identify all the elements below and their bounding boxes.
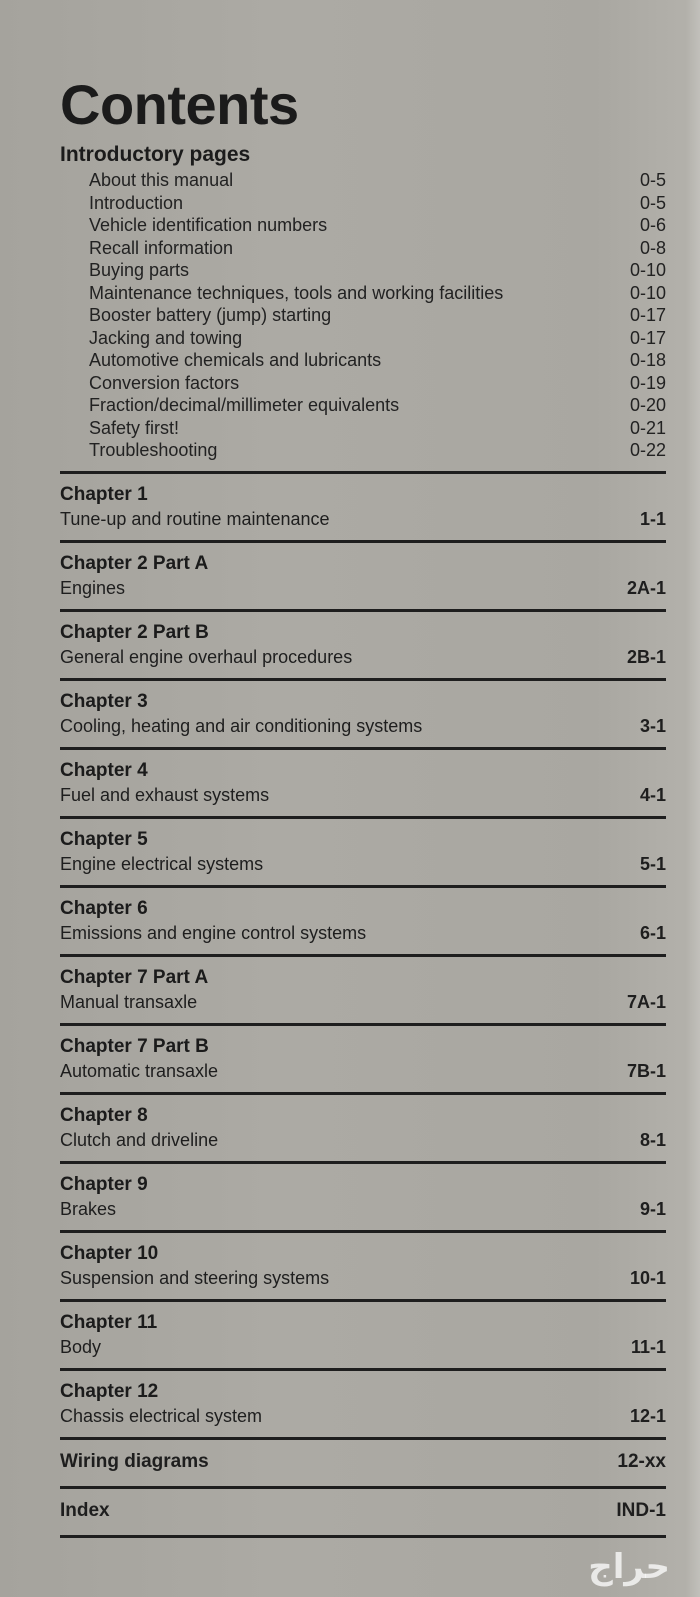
chapter-row xyxy=(60,1405,666,1427)
chapter-row xyxy=(60,1267,666,1289)
chapter-page: 11-1 xyxy=(630,1336,666,1357)
chapter-row xyxy=(60,646,666,668)
intro-item-page: 0-21 xyxy=(629,417,666,438)
entry-label: Wiring diagrams xyxy=(60,1450,209,1472)
chapter-title: Chapter 2 Part B xyxy=(60,621,209,643)
chapter-title: Chapter 7 Part B xyxy=(60,1035,209,1057)
chapter-entry[interactable] xyxy=(60,681,666,747)
chapter-subject: Tune-up and routine maintenance xyxy=(60,508,330,529)
chapter-page: 1-1 xyxy=(639,508,666,529)
chapter-subject: Clutch and driveline xyxy=(60,1129,219,1150)
chapter-entry[interactable] xyxy=(60,1164,666,1230)
entry-page: 12-xx xyxy=(617,1450,666,1472)
chapter-title: Chapter 8 xyxy=(60,1104,148,1126)
intro-item-label: Recall information xyxy=(89,237,234,258)
intro-item-label: Vehicle identification numbers xyxy=(89,215,328,235)
chapter-entry[interactable] xyxy=(60,1302,666,1368)
chapter-entry[interactable] xyxy=(60,474,666,540)
chapter-page: 9-1 xyxy=(639,1198,666,1219)
intro-item-label: Automotive chemicals and lubricants xyxy=(89,350,382,370)
chapter-title: Chapter 12 xyxy=(60,1380,159,1402)
chapter-page: 10-1 xyxy=(629,1267,666,1288)
chapter-subject: Chassis electrical system xyxy=(60,1405,263,1426)
intro-item-label: Jacking and towing xyxy=(89,327,243,348)
chapter-row xyxy=(60,853,666,875)
intro-item-page: 0-5 xyxy=(639,192,666,213)
chapter-row xyxy=(60,1336,666,1358)
chapter-subject: Cooling, heating and air conditioning systems xyxy=(60,715,423,736)
chapter-subject: Brakes xyxy=(60,1198,117,1219)
intro-item[interactable] xyxy=(89,282,666,305)
chapter-entry[interactable] xyxy=(60,1095,666,1161)
chapter-page: 7B-1 xyxy=(626,1060,666,1081)
chapter-page: 12-1 xyxy=(629,1405,666,1426)
intro-item[interactable] xyxy=(89,259,666,282)
chapter-entry[interactable] xyxy=(60,612,666,678)
chapter-row xyxy=(60,1060,666,1082)
chapter-page: 4-1 xyxy=(639,784,666,805)
chapter-subject: Emissions and engine control systems xyxy=(60,922,367,943)
chapter-title: Chapter 3 xyxy=(60,690,148,712)
chapter-entry[interactable] xyxy=(60,957,666,1023)
chapter-row xyxy=(60,1198,666,1220)
intro-item-label: Safety first! xyxy=(89,417,180,438)
chapter-subject: Suspension and steering systems xyxy=(60,1267,330,1288)
intro-item[interactable] xyxy=(89,394,666,417)
intro-item-label: Conversion factors xyxy=(89,372,240,393)
chapter-subject: Automatic transaxle xyxy=(60,1060,219,1081)
intro-item[interactable] xyxy=(89,214,666,237)
chapter-row xyxy=(60,715,666,737)
intro-item[interactable] xyxy=(89,372,666,395)
chapter-page: 2B-1 xyxy=(626,646,666,667)
chapter-entry[interactable] xyxy=(60,819,666,885)
entry-row xyxy=(60,1450,666,1473)
intro-item[interactable] xyxy=(89,169,666,192)
intro-item-page: 0-18 xyxy=(629,350,666,370)
intro-item-page: 0-5 xyxy=(639,170,666,190)
intro-item-page: 0-20 xyxy=(629,395,666,415)
intro-item-label: Introduction xyxy=(89,192,184,213)
chapter-row xyxy=(60,577,666,599)
intro-item-page: 0-19 xyxy=(629,372,666,393)
entry-row xyxy=(60,1499,666,1522)
chapter-row xyxy=(60,508,666,530)
intro-item[interactable] xyxy=(89,327,666,350)
chapter-entry[interactable] xyxy=(60,1026,666,1092)
chapter-title: Chapter 11 xyxy=(60,1311,158,1333)
chapter-subject: General engine overhaul procedures xyxy=(60,646,353,667)
intro-item-label: Maintenance techniques, tools and working facilities xyxy=(89,282,504,303)
entry-label: Index xyxy=(60,1499,110,1521)
chapter-title: Chapter 7 Part A xyxy=(60,966,209,988)
chapter-row xyxy=(60,922,666,944)
chapter-title: Chapter 2 Part A xyxy=(60,552,209,574)
chapter-page: 2A-1 xyxy=(626,577,666,598)
chapter-title: Chapter 10 xyxy=(60,1242,159,1264)
wiring-diagrams-entry[interactable] xyxy=(60,1440,666,1486)
chapter-subject: Fuel and exhaust systems xyxy=(60,784,270,805)
intro-list xyxy=(60,169,666,462)
section-divider xyxy=(60,1535,666,1538)
intro-item-label: About this manual xyxy=(89,170,234,190)
chapter-title: Chapter 5 xyxy=(60,828,148,850)
chapter-subject: Engines xyxy=(60,577,126,598)
intro-item-label: Troubleshooting xyxy=(89,440,218,460)
chapter-title: Chapter 9 xyxy=(60,1173,148,1195)
intro-item[interactable] xyxy=(89,349,666,372)
intro-item-page: 0-10 xyxy=(629,260,666,280)
intro-heading: Introductory pages xyxy=(60,143,251,166)
index-entry[interactable] xyxy=(60,1489,666,1535)
intro-item-page: 0-6 xyxy=(639,215,666,235)
intro-item-label: Fraction/decimal/millimeter equivalents xyxy=(89,395,400,415)
chapter-page: 5-1 xyxy=(639,853,666,874)
intro-item-page: 0-10 xyxy=(629,282,666,303)
chapter-subject: Engine electrical systems xyxy=(60,853,264,874)
intro-item[interactable] xyxy=(89,417,666,440)
intro-item-page: 0-22 xyxy=(629,440,666,460)
chapter-page: 3-1 xyxy=(639,715,666,736)
chapter-row xyxy=(60,784,666,806)
chapter-entry[interactable] xyxy=(60,543,666,609)
chapter-title: Chapter 4 xyxy=(60,759,148,781)
chapter-page: 8-1 xyxy=(639,1129,666,1150)
chapter-page: 6-1 xyxy=(639,922,666,943)
chapter-row xyxy=(60,991,666,1013)
chapter-entry[interactable] xyxy=(60,1233,666,1299)
chapter-entry[interactable] xyxy=(60,1371,666,1437)
chapter-title: Chapter 6 xyxy=(60,897,148,919)
intro-item[interactable] xyxy=(89,304,666,327)
chapter-entry[interactable] xyxy=(60,888,666,954)
page-edge xyxy=(686,0,700,1597)
intro-item-label: Booster battery (jump) starting xyxy=(89,305,332,325)
intro-item-page: 0-17 xyxy=(629,327,666,348)
watermark-logo: حراج xyxy=(588,1547,670,1587)
chapter-subject: Manual transaxle xyxy=(60,991,198,1012)
page-title: Contents xyxy=(60,73,299,136)
chapter-subject: Body xyxy=(60,1336,102,1357)
intro-item[interactable] xyxy=(89,439,666,462)
chapter-title: Chapter 1 xyxy=(60,483,148,505)
intro-item-page: 0-17 xyxy=(629,305,666,325)
intro-item-page: 0-8 xyxy=(639,237,666,258)
contents-body xyxy=(60,72,666,1538)
intro-item[interactable] xyxy=(89,192,666,215)
entry-page: IND-1 xyxy=(616,1499,666,1521)
chapter-row xyxy=(60,1129,666,1151)
intro-item-label: Buying parts xyxy=(89,260,190,280)
chapter-entry[interactable] xyxy=(60,750,666,816)
intro-item[interactable] xyxy=(89,237,666,260)
chapter-page: 7A-1 xyxy=(626,991,666,1012)
